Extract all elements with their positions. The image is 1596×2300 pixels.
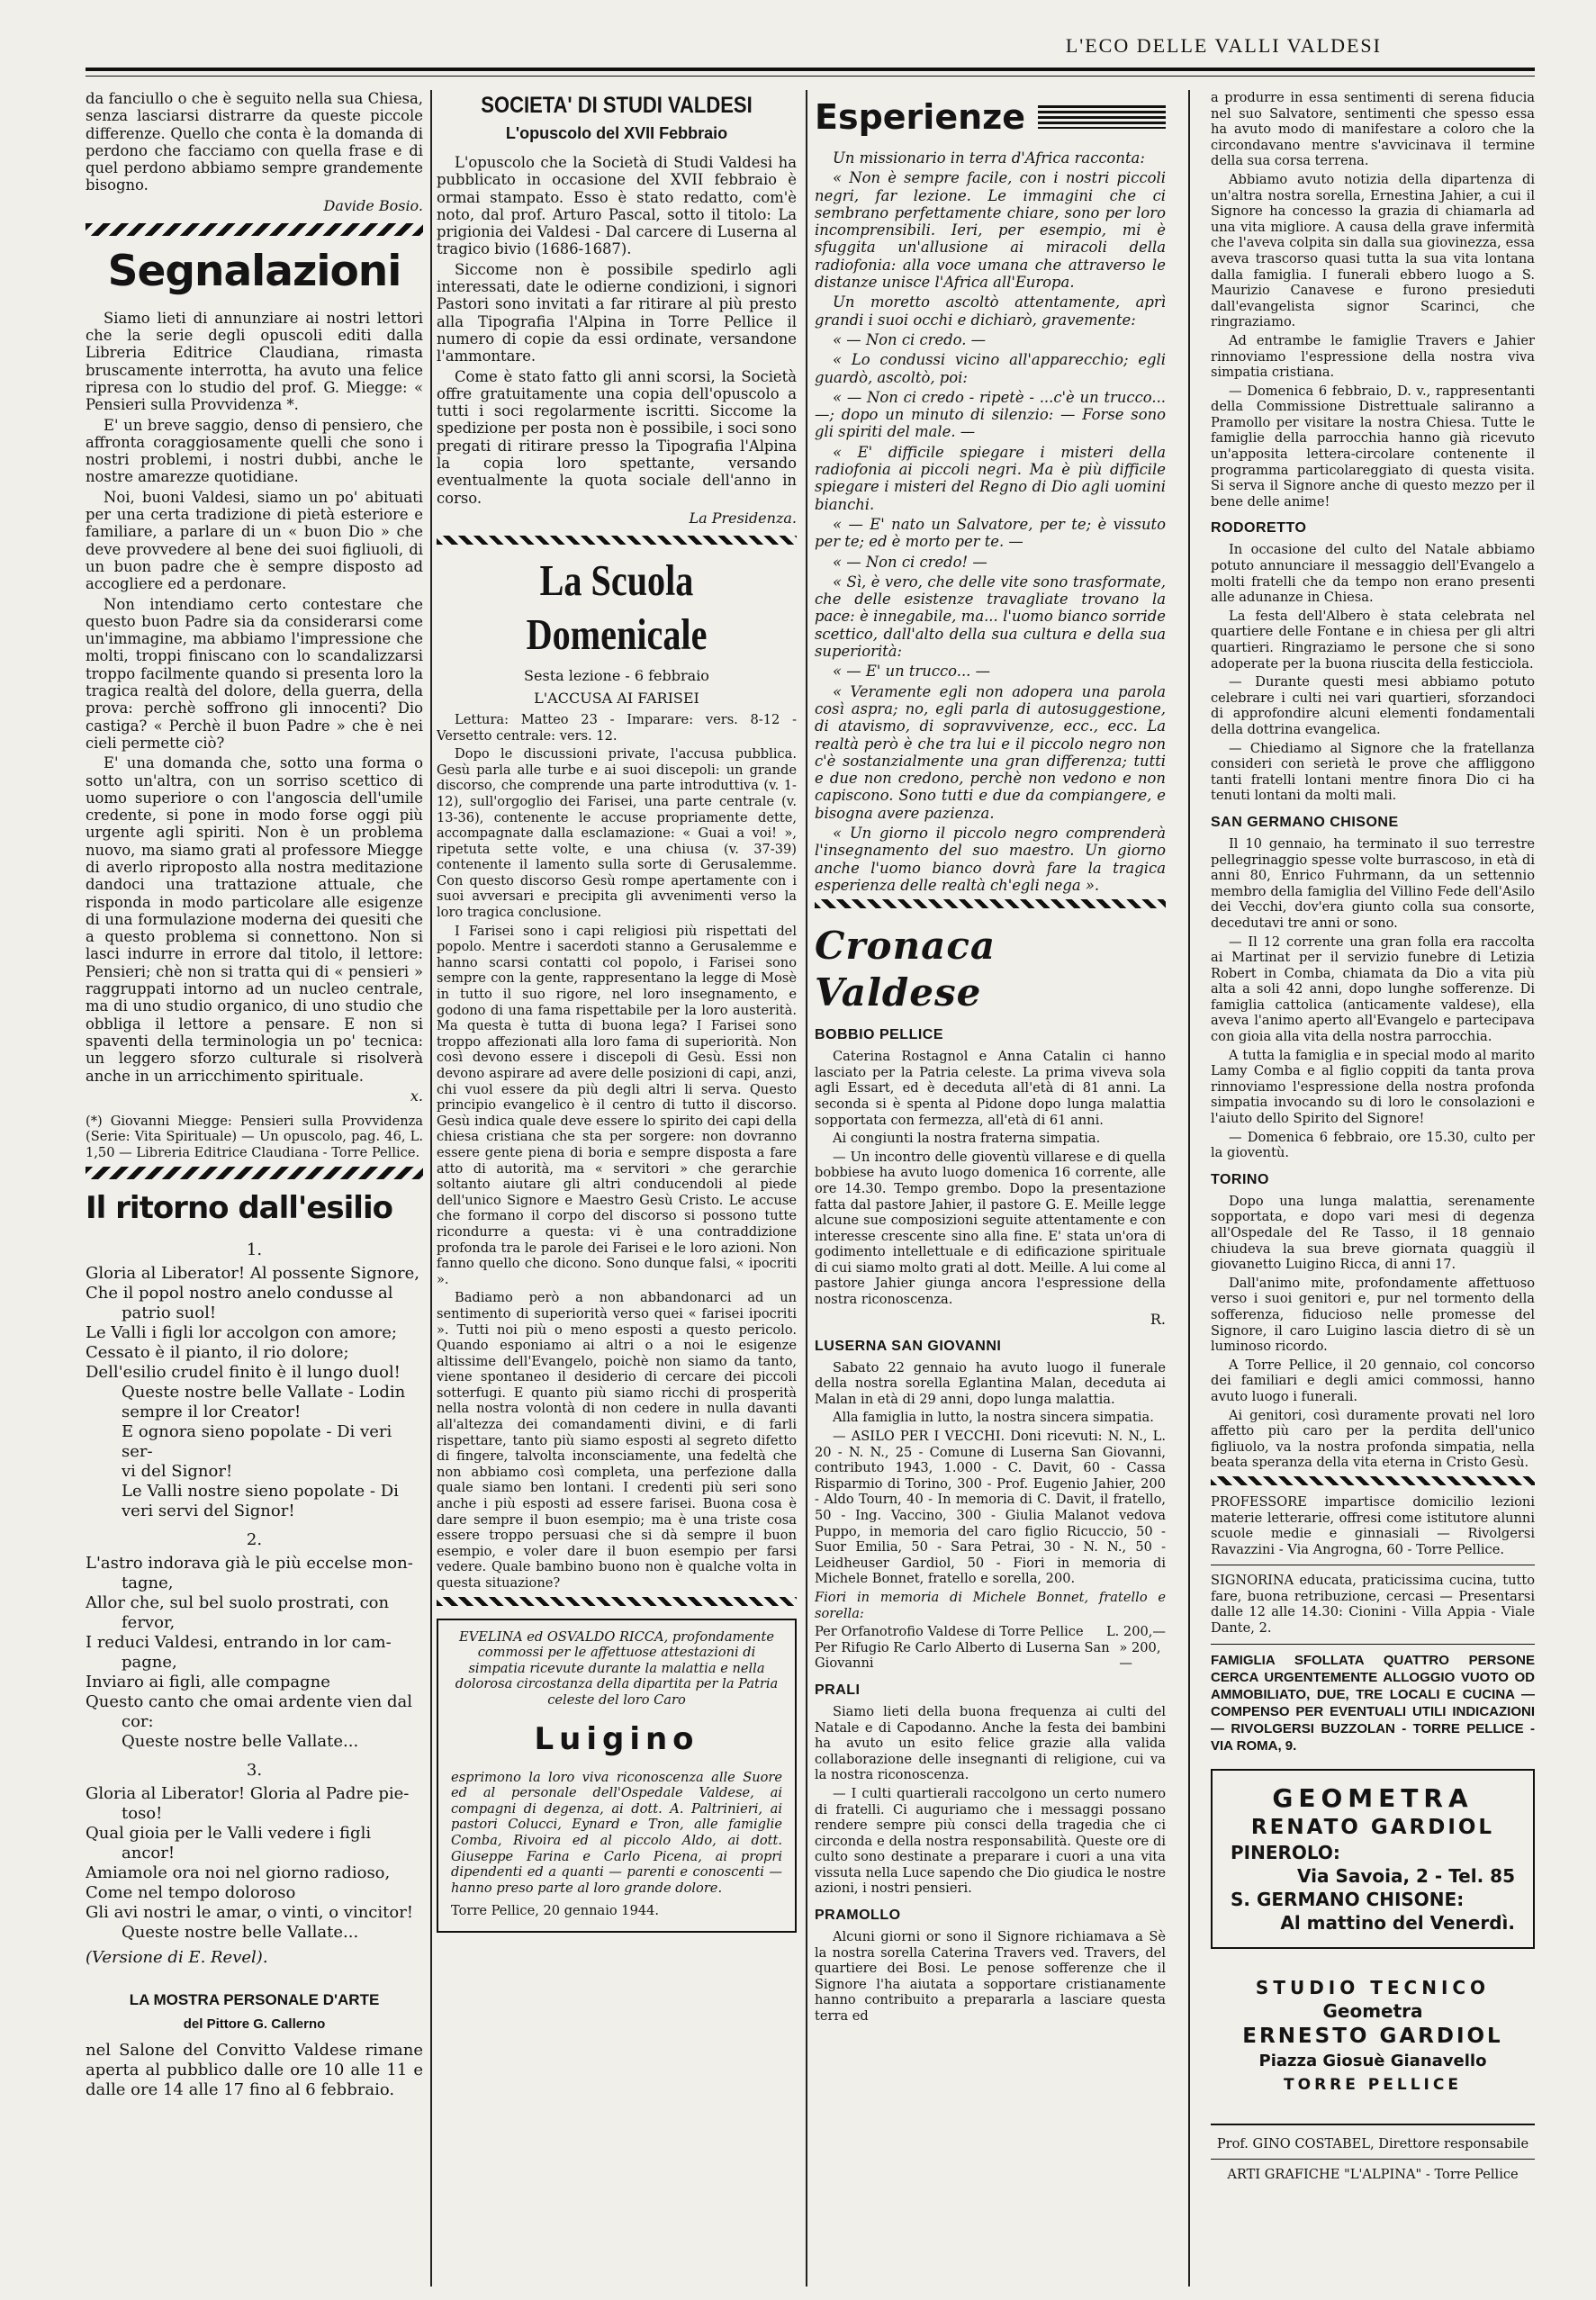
- paragraph: « E' difficile spiegare i misteri della radiofonia ai piccoli negri. Ma è più difficile spiegare i misteri del Regno di Dio agli uomini bianchi.: [815, 443, 1166, 513]
- paragraph: Ai congiunti la nostra fraterna simpatia.: [833, 1131, 1101, 1147]
- heading-ornament: [1038, 105, 1166, 129]
- poem-line: Queste nostre belle Vallate...: [122, 1922, 359, 1942]
- societa-subheading: L'opuscolo del XVII Febbraio: [505, 124, 728, 142]
- poem-line: Le Valli i figli lor accolgon con amore;: [86, 1322, 397, 1342]
- paragraph: Come è stato fatto gli anni scorsi, la Società offre gratuitamente una copia dell'opuscolo a tutti i soci regolarmente iscritti. Siccome la spedizione per posta non è possibile, i soci sono pregati di ritirare presso la Tipografia l'Alpina la copia loro spettante, versando eventualmente la quota sociale dell'anno in corso.: [437, 367, 797, 507]
- paragraph: Dopo le discussioni private, l'accusa pubblica. Gesù parla alle turbe e ai suoi discepoli: un grande discorso, che comprende una parte introduttiva (v. 1-12), sull'orgoglio dei Farisei, una parte centrale (v. 13-36), contenente le accuse propriamente dette, accompagnate dalla esclamazione: « Guai a voi! », ripetuta sette volte, e una chiusa (v. 37-39) contenente il lamento sulla sorte di Gerusalemme. Con questo discorso Gesù rompe apertamente con i suoi avversari e precipita gli avvenimenti verso la loro tragica conclusione.: [437, 746, 797, 921]
- societa-heading: SOCIETA' DI STUDI VALDESI: [481, 92, 753, 118]
- ad-line: STUDIO TECNICO: [1255, 1976, 1491, 1998]
- poem-line: Qual gioia per le Valli vedere i figli: [86, 1823, 372, 1843]
- donation-amount: L. 200,—: [1105, 1624, 1166, 1640]
- poem-line: sempre il lor Creator!: [122, 1402, 302, 1421]
- poem-line: E ognora sieno popolate - Di veri ser-: [122, 1421, 392, 1461]
- masthead-rule-thin: [86, 76, 1535, 77]
- poem-line: Inviaro ai figli, alle compagne: [86, 1672, 330, 1691]
- paragraph: — I culti quartierali raccolgono un certo numero di fratelli. Ci auguriamo che i messaggi possano rendere sempre più consci della tragedia che ci circonda e della nostra responsabilità. Queste ore di culto sono destinate a preparare i cuori a una vita vissuta nella Luce sapendo che Dio giudica le nostre azioni, i nostri pensieri.: [815, 1785, 1166, 1897]
- reading-line: Lettura: Matteo 23 - Imparare: vers. 8-12 - Versetto centrale: vers. 12.: [437, 711, 797, 744]
- article-signature: Davide Bosio.: [323, 196, 423, 214]
- paragraph: « Un giorno il piccolo negro comprenderà l'insegnamento del suo maestro. Un giorno anche l'uomo bianco dovrà fare la tragica esperienza delle realtà ch'egli nega ».: [815, 824, 1166, 894]
- paragraph: Caterina Rostagnol e Anna Catalin ci hanno lasciato per la Patria celeste. La prima viveva sola agli Essart, ed è deceduta all'età di 81 anni. La seconda si è spenta al Pidone dopo lunga malattia sopportata con fermezza, all'età di 61 anni.: [815, 1049, 1166, 1128]
- paragraph: — Domenica 6 febbraio, ore 15.30, culto per la gioventù.: [1211, 1129, 1535, 1161]
- paragraph: Dall'animo mite, profondamente affettuoso verso i suoi genitori e, pur nel tormento della sofferenza, fiducioso nelle promesse del Signore, il caro Luigino lascia dietro di sè un luminoso ricordo.: [1211, 1275, 1535, 1355]
- paragraph: « Sì, è vero, che delle vite sono trasformate, che delle esistenze travagliate trovano la pace: è innegabile, ma... l'uomo bianco sorride scettico, dall'alto della sua cultura e della sua superiorità:: [815, 573, 1166, 661]
- ad-line: Via Savoia, 2 - Tel. 85: [1297, 1864, 1515, 1887]
- paragraph: L'opuscolo che la Società di Studi Valdesi ha pubblicato in occasione del XVII febbraio è ormai stampato. Esso è stato redatto, com'è noto, dal prof. Arturo Pascal, sotto il titolo: La prigionia dei Valdesi - Dal carcere di Luserna al tragico bivio (1686-1687).: [437, 154, 797, 258]
- divider: [1211, 2159, 1535, 2160]
- divider-ornament: [437, 1597, 797, 1606]
- section-heading: BOBBIO PELLICE: [815, 1027, 944, 1043]
- article-ending: da fanciullo o che è seguito nella sua Chiesa, senza lasciarsi distrarre da queste piccole differenze. Quello che conta è la domanda di perdono che facciamo con quella frase e di quel perdono abbiamo sempre grandemente bisogno.: [86, 90, 423, 194]
- section-heading: LUSERNA SAN GIOVANNI: [815, 1338, 1002, 1354]
- divider-ornament: [86, 1167, 423, 1179]
- paragraph: Alcuni giorni or sono il Signore richiamava a Sè la nostra sorella Caterina Travers ved. Travers, del quartiere dei Bosi. Le penose sofferenze che il Signore l'ha aiutata a sopportare cristianamente hanno contribuito a prepararla a lasciare questa terra ed: [815, 1929, 1166, 2025]
- paragraph: Sabato 22 gennaio ha avuto luogo il funerale della nostra sorella Eglantina Malan, deceduta ai Malan in età di 29 anni, dopo lunga malattia.: [815, 1359, 1166, 1407]
- paragraph: Siccome non è possibile spedirlo agli interessati, date le odierne condizioni, i signori Pastori sono invitati a far ritirare al più presto alla Tipografia l'Alpina in Torre Pellice il numero di copie da essi ordinate, versandone l'ammontare.: [437, 260, 797, 365]
- paragraph: Ad entrambe le famiglie Travers e Jahier rinnoviamo l'espressione della nostra viva simpatia cristiana.: [1211, 332, 1535, 381]
- column-rule-2: [806, 90, 807, 2286]
- studio-ad: [1211, 1963, 1535, 2109]
- ad-line: TORRE PELLICE: [1284, 2075, 1462, 2094]
- paragraph: Alla famiglia in lutto, la nostra sincera simpatia.: [833, 1410, 1154, 1426]
- thanks-date: Torre Pellice, 20 gennaio 1944.: [451, 1903, 660, 1919]
- divider-ornament: [86, 223, 423, 236]
- paragraph: — Un incontro delle gioventù villarese e di quella bobbiese ha avuto luogo domenica 16 corrente, alle ore 14.30. Tempo grembo. Dopo la presentazione fatta dal pastore Jahier, il pastore G. E. Meille legge alcune sue composizioni seguite attentamente e con interesse crescente sino alla fine. E' stata un'ora di godimento intellettuale e di edificazione spirituale di cui siamo molto grati al dott. Meille. A lui come al pastore Jahier giunga ancora l'espressione della nostra riconoscenza.: [815, 1149, 1166, 1308]
- paragraph: — Durante questi mesi abbiamo potuto celebrare i culti nei vari quartieri, sforzandoci di approfondire alcuni elementi fondamentali della dottrina evangelica.: [1211, 674, 1535, 737]
- poem-credit: (Versione di E. Revel).: [86, 1947, 268, 1967]
- article-signature: R.: [1150, 1310, 1166, 1328]
- paragraph: Siamo lieti della buona frequenza ai culti del Natale e di Capodanno. Anche la festa dei bambini ha avuto un esito felice grazie alla valida collaborazione delle insegnanti di religione, cui va la nostra riconoscenza.: [815, 1703, 1166, 1783]
- poem-line: Amiamole ora noi nel giorno radioso,: [86, 1863, 391, 1882]
- section-heading: PRAMOLLO: [815, 1908, 901, 1924]
- paragraph: — ASILO PER I VECCHI. Doni ricevuti: N. N., L. 20 - N. N., 25 - Comune di Luserna San Giovanni, contributo 1943, 1.000 - C. Davit, 60 - Cassa Risparmio di Torino, 300 - Prof. Eugenio Jahier, 200 - Aldo Tourn, 40 - In memoria di C. Davit, il fratello, 50 - Ing. Vaccino, 300 - Giulia Malanot vedova Puppo, in memoria del caro figlio Ricuccio, 50 - Suor Emilia, 50 - Sara Petrai, 30 - N. N., 50 - Leidheuser Gardiol, 50 - Fiori in memoria di Michele Bonnet, fratello e sorella, 200.: [815, 1429, 1166, 1587]
- paragraph: Il 10 gennaio, ha terminato il suo terrestre pellegrinaggio spesse volte burrascoso, in età di anni 80, Enrico Fuhrmann, da un settennio membro della famiglia del Villino Fede dell'Asilo dei Vecchi, dov'era giunto colla sua consorte, decedutavi tre anni or sono.: [1211, 835, 1535, 931]
- paragraph: « — Non ci credo - ripetè - ...c'è un trucco... —; dopo un minuto di silenzio: — Forse sono gli spiriti del male. —: [815, 388, 1166, 441]
- masthead-rule: [86, 68, 1535, 71]
- paragraph: Un moretto ascoltò attentamente, aprì grandi i suoi occhi e dichiarò, gravemente:: [815, 293, 1166, 329]
- ritorno-heading: Il ritorno dall'esilio: [86, 1189, 392, 1226]
- segnalazioni-heading: Segnalazioni: [107, 246, 401, 296]
- poem-line: Gli avi nostri le amar, o vinti, o vincitor!: [86, 1902, 414, 1922]
- ad-line: Piazza Giosuè Gianavello: [1258, 2051, 1487, 2070]
- poem-line: I reduci Valdesi, entrando in lor cam-: [86, 1632, 392, 1652]
- poem-line: ancor!: [122, 1843, 176, 1863]
- thanks-text: esprimono la loro viva riconoscenza alle Suore ed al personale dell'Ospedale Valdese, ai compagni di degenza, ai dott. A. Paltrinieri, ai pastori Colucci, Eynard e Tron, alle famiglie Comba, Rivoira ed al piccolo Aldo, ai dott. Giuseppe Farina e Carlo Picena, ai propri dipendenti ed a quanti — parenti e conoscenti — hanno preso parte al loro grande dolore.: [451, 1769, 782, 1896]
- footer-printer: ARTI GRAFICHE "L'ALPINA" - Torre Pellice: [1227, 2167, 1519, 2183]
- esperienze-header: [815, 95, 1166, 139]
- poem-line: patrio suol!: [122, 1303, 217, 1322]
- poem-line: Dell'esilio crudel finito è il lungo duol!: [86, 1362, 401, 1382]
- paragraph: Dopo una lunga malattia, serenamente sopportata, e dopo vari mesi di degenza all'Ospedale del Re Tasso, il 18 gennaio chiudeva la sua breve giornata quaggiù il giovanetto Luigino Ricca, di anni 17.: [1211, 1193, 1535, 1273]
- poem-line: Allor che, sul bel suolo prostrati, con: [86, 1592, 390, 1612]
- poem-line: Come nel tempo doloroso: [86, 1882, 296, 1902]
- paragraph: Non intendiamo certo contestare che questo buon Padre sia da considerarsi come un'immagine, ma abbiamo l'impressione che molti, troppi finiscano con lo scandalizzarsi troppo facilmente quando si presenta loro la tragica realtà del dolore, della guerra, della prova: perchè soffrono gli innocenti? Dio castiga? « Perchè il buon Padre » che è nei cieli permette ciò?: [86, 595, 423, 752]
- paragraph: E' un breve saggio, denso di pensiero, che affronta coraggiosamente quelli che sono i nostri problemi, i nostri dubbi, anche le nostre amarezze quotidiane.: [86, 416, 423, 486]
- poem-line: veri servi del Signor!: [122, 1501, 295, 1520]
- geometra-ad: [1211, 1769, 1535, 1949]
- poem-line: cor:: [122, 1711, 154, 1731]
- poem-line: Cessato è il pianto, il rio dolore;: [86, 1342, 349, 1362]
- paragraph: Ai genitori, così duramente provati nel loro affetto più caro per la perdita dell'unico figliuolo, va la nostra profonda simpatia, nella beata speranza della vita eterna in Cristo Gesù.: [1211, 1407, 1535, 1471]
- donation-label: Per Rifugio Re Carlo Alberto di Luserna San Giovanni: [815, 1639, 1110, 1672]
- column-rule-1: [430, 90, 432, 2286]
- classified-ad: SIGNORINA educata, praticissima cucina, tutto fare, buona retribuzione, cercasi — Presentarsi dalle 12 alle 14.30: Cionini - Villa Appia - Viale Dante, 2.: [1211, 1573, 1535, 1637]
- footnote: (*) Giovanni Miegge: Pensieri sulla Provvidenza (Serie: Vita Spirituale) — Un opuscolo, pag. 46, L. 1,50 — Libreria Editrice Claudiana - Torre Pellice.: [86, 1113, 423, 1161]
- classified-ad: FAMIGLIA SFOLLATA QUATTRO PERSONE CERCA URGENTEMENTE ALLOGGIO VUOTO OD AMMOBILIATO, DUE, TRE LOCALI E CUCINA — COMPENSO PER EVENTUALI UTILI INDICAZIONI — RIVOLGERSI BUZZOLAN - TORRE PELLICE - VIA ROMA, 9.: [1211, 1652, 1535, 1754]
- poem: [86, 1240, 423, 1968]
- paragraph: « Non è sempre facile, con i nostri piccoli negri, far lezione. Le immagini che ci sembrano perfettamente chiare, sono per loro incomprensibili. Ieri, per esempio, mi è sfuggita un'allusione ai miracoli della radiofonia: alla voce umana che attraverso le distanze unisce l'Africa all'Europa.: [815, 169, 1166, 292]
- classified-ad: PROFESSORE impartisce domicilio lezioni materie letterarie, offresi come istitutore alunni scuole medie e ginnasiali — Rivolgersi Ravazzini - Via Angrogna, 60 - Torre Pellice.: [1211, 1493, 1535, 1557]
- poem-line: vi del Signor!: [122, 1461, 233, 1481]
- stanza-number: 1.: [246, 1240, 263, 1259]
- footer-director: Prof. GINO COSTABEL, Direttore responsabile: [1216, 2135, 1529, 2151]
- donation-row: [815, 1624, 1166, 1640]
- thanks-name: Luigino: [534, 1720, 699, 1757]
- ad-line: PINEROLO:: [1231, 1841, 1340, 1863]
- ad-title: GEOMETRA: [1272, 1782, 1474, 1813]
- poem-line: Queste nostre belle Vallate...: [122, 1731, 359, 1751]
- poem-line: L'astro indorava già le più eccelse mon-: [86, 1553, 413, 1573]
- ad-name: ERNESTO GARDIOL: [1242, 2024, 1503, 2048]
- mostra-subheading: del Pittore G. Callerno: [183, 2016, 326, 2032]
- ad-line: Al mattino del Venerdì.: [1280, 1911, 1515, 1934]
- paragraph: A Torre Pellice, il 20 gennaio, col concorso dei familiari e degli amici commossi, hanno avuto luogo i funerali.: [1211, 1357, 1535, 1404]
- poem-line: Gloria al Liberator! Al possente Signore,: [86, 1263, 420, 1283]
- paragraph: — Il 12 corrente una gran folla era raccolta ai Martinat per il servizio funebre di Letizia Robert in Comba, chiamata da Dio a vita più alta a soli 42 anni, dopo lunghe sofferenze. Di famiglia cattolica (anticamente valdese), ella aveva l'animo aperto all'Evangelo e partecipava con gioia alla vita della nostra parrocchia.: [1211, 934, 1535, 1045]
- paragraph: « — Non ci credo. —: [833, 330, 987, 348]
- poem-line: tagne,: [122, 1573, 174, 1592]
- ad-line: Geometra: [1322, 1999, 1423, 2022]
- paragraph: Badiamo però a non abbandonarci ad un sentimento di superiorità verso quei « farisei ipocriti ». Tutti noi più o meno esposti a questo pericolo. Quando esponiamo ai altri o a noi le esigenze altissime dell'Evangelo, poichè non siamo da tanto, viene spontaneo il desiderio di cercare dei piccoli sotterfugi. E quanto più siamo ricchi di prosperità nella nostra volontà di non cedere in nulla davanti all'altezza dei comandamenti divini, e di farli rispettare, tanto più siamo esposti al segreto difetto di fingere, talvolta inconsciamente, una fedeltà che non abbiamo così completa, una perfezione dalla quale siamo ben lontani. I credenti più seri sono anche i più esposti ad essere farisei. Buona cosa è dare sempre il buon esempio; ma è una triste cosa essere troppo persuasi che si dà sempre il buon esempio, e voler dare il buon esempio per farsi vedere. Quale bambino buono non è qualche volta in questa situazione?: [437, 1290, 797, 1591]
- poem-line: Gloria al Liberator! Gloria al Padre pie-: [86, 1783, 410, 1803]
- mostra-text: nel Salone del Convitto Valdese rimane aperta al pubblico dalle ore 10 alle 11 e dalle ore 14 alle 17 fino al 6 febbraio.: [86, 2040, 423, 2099]
- paragraph: Abbiamo avuto notizia della dipartenza di un'altra nostra sorella, Ernestina Jahier, a cui il Signore ha concesso la grazia di chiamarla ad una vita migliore. A causa della grave infermità che l'aveva colpita sin dalla sua giovinezza, essa aveva trascorso quasi tutta la sua vita lontana dalla famiglia. I funerali ebbero luogo a S. Maurizio Canavese e furono presieduti dall'evangelista signor Scarinci, che ringraziamo.: [1211, 171, 1535, 330]
- poem-line: fervor,: [122, 1612, 176, 1632]
- lesson-subheading: L'ACCUSA AI FARISEI: [534, 689, 699, 707]
- divider-ornament: [815, 899, 1166, 908]
- divider-ornament: [437, 536, 797, 545]
- paragraph: — Chiediamo al Signore che la fratellanza consideri con serietà le prove che affliggono tanti fratelli lontani mentre finora Dio ci ha tenuti lontani da molti mali.: [1211, 740, 1535, 804]
- column-2: [437, 90, 797, 2277]
- poem-line: toso!: [122, 1803, 163, 1823]
- column-1: [86, 90, 423, 2277]
- stanza-number: 2.: [246, 1529, 263, 1549]
- paragraph: In occasione del culto del Natale abbiamo potuto annunciare il messaggio dell'Evangelo a molti fratelli che da tempo non erano presenti alle adunanze in Chiesa.: [1211, 542, 1535, 606]
- paragraph: « — E' un trucco... —: [833, 663, 990, 681]
- thanks-intro: EVELINA ed OSVALDO RICCA, profondamente commossi per le affettuose attestazioni di simpatia ricevute durante la malattia e nella dolorosa circostanza della dipartita per la Patria celeste del loro Caro: [455, 1628, 779, 1708]
- section-heading: SAN GERMANO CHISONE: [1211, 814, 1399, 830]
- poem-line: Queste nostre belle Vallate - Lodin: [122, 1382, 406, 1402]
- paragraph: « Veramente egli non adopera una parola così aspra; no, egli parla di autosuggestione, di atavismo, di sopravvivenze, ecc., ecc. La realtà però è che tra lui e il piccolo negro non c'è sostanzialmente una gran differenza; tutti e due non credono, perchè non vedono e non capiscono. Sono tutti e due da compiangere, e bisogna avere pazienza.: [815, 682, 1166, 822]
- column-4: [1211, 90, 1535, 2277]
- cronaca-heading: Cronaca Valdese: [815, 924, 996, 1015]
- poem-line: pagne,: [122, 1652, 177, 1672]
- divider: [1211, 2124, 1535, 2125]
- paragraph: La festa dell'Albero è stata celebrata nel quartiere delle Fontane e in chiesa per gli altri quartieri. Ringraziamo le persone che si sono adoperate per la buona riuscita della festicciola.: [1211, 608, 1535, 672]
- divider-ornament: [1211, 1476, 1535, 1485]
- paragraph: Un missionario in terra d'Africa racconta:: [833, 149, 1145, 167]
- section-heading: RODORETTO: [1211, 520, 1307, 537]
- poem-line: Le Valli nostre sieno popolate - Di: [122, 1481, 399, 1501]
- donation-row: [815, 1640, 1166, 1672]
- donation-amount: » 200,—: [1119, 1639, 1161, 1672]
- ad-line: S. GERMANO CHISONE:: [1231, 1888, 1465, 1910]
- paragraph: E' una domanda che, sotto una forma o sotto un'altra, con un sorriso scettico di uomo superiore o con l'angoscia dell'umile credente, si pone in modo forse oggi più urgente agli spiriti. Non è un problema nuovo, ma siamo grati al professore Miegge di averlo riproposto alla nostra meditazione dandoci una trattazione attuale, che risponda in modo particolare alle esigenze di una formulazione moderna dei quesiti che a questo problema si connettono. Non si lasci indurre in errore dal titolo, il lettore: Pensieri; chè non si tratta qui di « pensieri » raggruppati intorno ad un nucleo centrale, ma di uno studio organico, di uno studio che obbliga il lettore a pensare. E non si spaventi della terminologia un po' tecnica: un leggero sforzo culturale si risolverà anche in un arricchimento spirituale.: [86, 754, 423, 1085]
- paragraph: « Lo condussi vicino all'apparecchio; egli guardò, ascoltò, poi:: [815, 351, 1166, 386]
- mostra-heading: LA MOSTRA PERSONALE D'ARTE: [129, 1990, 380, 2008]
- article-signature: x.: [410, 1087, 423, 1105]
- thanks-box: [437, 1619, 797, 1933]
- section-heading: TORINO: [1211, 1171, 1269, 1187]
- paragraph: Siamo lieti di annunziare ai nostri lettori che la serie degli opuscoli editi dalla Libreria Editrice Claudiana, rimasta bruscamente interrotta, ha avuto una felice ripresa con lo studio del prof. G. Miegge: « Pensieri sulla Provvidenza *.: [86, 309, 423, 414]
- masthead-title: L'ECO DELLE VALLI VALDESI: [1065, 34, 1382, 57]
- masthead: [86, 34, 1535, 63]
- scuola-heading: La Scuola Domenicale: [526, 555, 708, 659]
- section-heading: PRALI: [815, 1682, 861, 1698]
- column-3: [815, 90, 1166, 2277]
- divider: [1211, 1644, 1535, 1645]
- paragraph: « — E' nato un Salvatore, per te; è vissuto per te; ed è morto per te. —: [815, 515, 1166, 551]
- article-signature: La Presidenza.: [689, 509, 797, 527]
- column-rule-3: [1188, 90, 1190, 2286]
- paragraph: « — Non ci credo! —: [833, 553, 987, 571]
- esperienze-heading: Esperienze: [815, 97, 1026, 137]
- ad-name: RENATO GARDIOL: [1250, 1815, 1495, 1839]
- paragraph: Fiori in memoria di Michele Bonnet, fratello e sorella:: [815, 1589, 1166, 1621]
- stanza-number: 3.: [246, 1760, 263, 1780]
- paragraph: A tutta la famiglia e in special modo al marito Lamy Comba e al figlio coppiti da tanta prova rinnoviamo l'espressione della nostra profonda simpatia invocando su di loro le consolazioni e l'aiuto dello Spirito del Signore!: [1211, 1047, 1535, 1127]
- poem-line: Questo canto che omai ardente vien dal: [86, 1691, 413, 1711]
- donation-label: Per Orfanotrofio Valdese di Torre Pellice: [815, 1624, 1084, 1640]
- paragraph: I Farisei sono i capi religiosi più rispettati del popolo. Mentre i sacerdoti stanno a Gerusalemme e hanno scarsi contatti col popolo, i Farisei sono sempre con la gente, rappresentano la legge di Mosè in tutto il suo rigore, nel loro insegnamento, e godono di una fama rispettabile per la loro austerità. Ma questa è tutta di buona lega? I Farisei sono troppo affezionati alla loro fama di superiorità. Non così devono essere i discepoli di Gesù. Essi non devono aspirare ad avere delle posizioni di capi, anzi, chi vuol essere da più degli altri li serva. Questo principio evangelico è il centro di tutto il discorso. Gesù indica quale deve essere lo spirito dei capi della chiesa cristiana che sta per sorgere: non dovranno essere gente piena di boria e sempre disposta a fare atto di autorità, ma « servitori » che gerarchie soltanto aiutare gli altri conducendoli al piede dell'unico Signore e Maestro Gesù Cristo. Le accuse che formano il corpo del discorso si possono tutte ricondurre a questa: vi è una contraddizione profonda tra le parole dei Farisei e le loro azioni. Non fanno quello che dicono. Sono dunque falsi, « ipocriti ».: [437, 923, 797, 1287]
- paragraph: a produrre in essa sentimenti di serena fiducia nel suo Salvatore, sentimenti che spesso essa ha avuto modo di manifestare a coloro che la circondavano mentre s'avvicinava il termine della sua corsa terrena.: [1211, 90, 1535, 169]
- poem-line: Che il popol nostro anelo condusse al: [86, 1283, 393, 1303]
- paragraph: — Domenica 6 febbraio, D. v., rappresentanti della Commissione Distrettuale saliranno a Pramollo per visitare la nostra Chiesa. Tutte le famiglie della parrocchia hanno già ricevuto un'apposita lettera-circolare contenente il programma particolareggiato di questa visita. Si serva il Signore anche di questo mezzo per il bene delle anime!: [1211, 383, 1535, 510]
- lesson-line: Sesta lezione - 6 febbraio: [524, 666, 709, 684]
- paragraph: Noi, buoni Valdesi, siamo un po' abituati per una certa tradizione di pietà esteriore e familiare, a parlare di un « buon Dio » che deve provvedere al bene dei suoi figliuoli, di un buon padre che è sempre disposto ad accogliere ed a perdonare.: [86, 488, 423, 593]
